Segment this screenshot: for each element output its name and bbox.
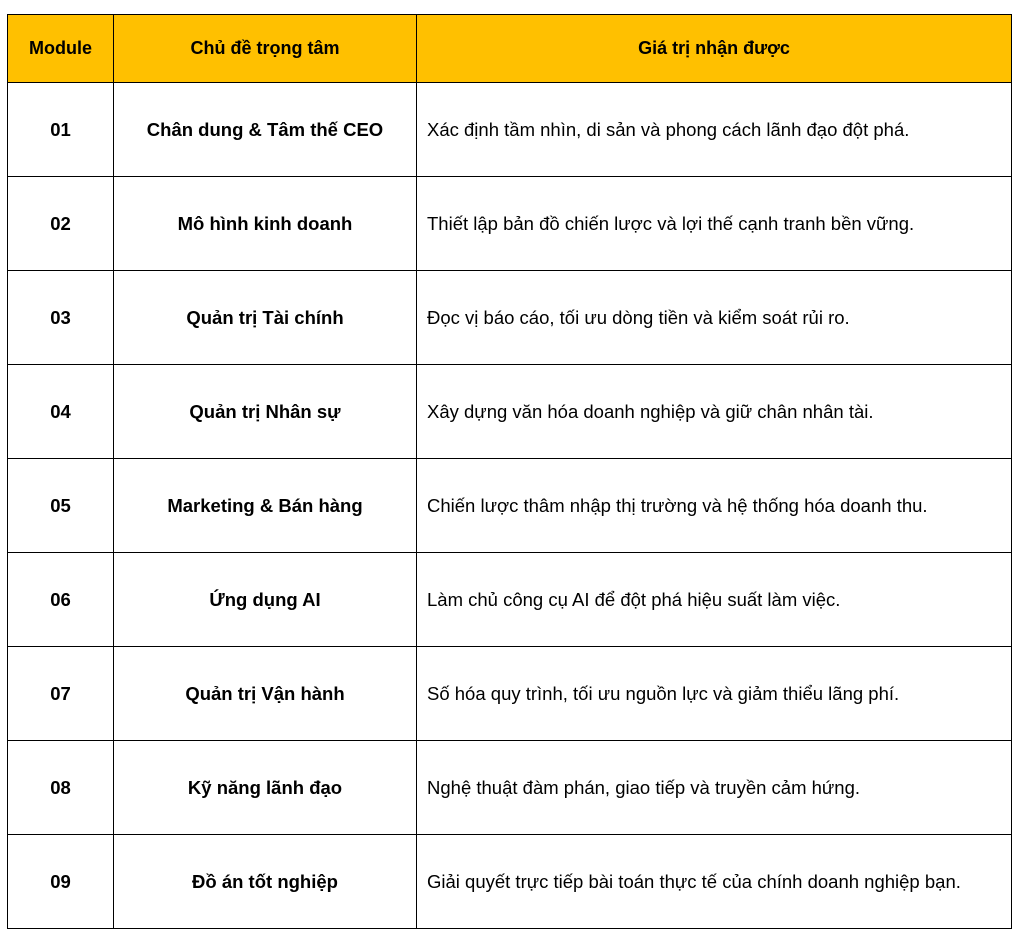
module-topic: Ứng dụng AI bbox=[114, 553, 417, 647]
module-value: Chiến lược thâm nhập thị trường và hệ thống hóa doanh thu. bbox=[417, 459, 1012, 553]
table-row bbox=[8, 177, 1012, 271]
table-header bbox=[8, 15, 1012, 83]
module-value: Làm chủ công cụ AI để đột phá hiệu suất làm việc. bbox=[417, 553, 1012, 647]
table-row bbox=[8, 365, 1012, 459]
module-number: 07 bbox=[8, 647, 114, 741]
table-row bbox=[8, 83, 1012, 177]
table-row bbox=[8, 459, 1012, 553]
module-value: Giải quyết trực tiếp bài toán thực tế của chính doanh nghiệp bạn. bbox=[417, 835, 1012, 929]
header-value: Giá trị nhận được bbox=[417, 15, 1012, 83]
module-value: Thiết lập bản đồ chiến lược và lợi thế cạnh tranh bền vững. bbox=[417, 177, 1012, 271]
module-number: 09 bbox=[8, 835, 114, 929]
module-value: Nghệ thuật đàm phán, giao tiếp và truyền cảm hứng. bbox=[417, 741, 1012, 835]
table-row bbox=[8, 741, 1012, 835]
module-topic: Đồ án tốt nghiệp bbox=[114, 835, 417, 929]
module-number: 02 bbox=[8, 177, 114, 271]
module-topic: Mô hình kinh doanh bbox=[114, 177, 417, 271]
module-number: 05 bbox=[8, 459, 114, 553]
module-value: Xác định tầm nhìn, di sản và phong cách lãnh đạo đột phá. bbox=[417, 83, 1012, 177]
module-topic: Quản trị Tài chính bbox=[114, 271, 417, 365]
header-module: Module bbox=[8, 15, 114, 83]
module-table bbox=[7, 14, 1012, 929]
header-topic: Chủ đề trọng tâm bbox=[114, 15, 417, 83]
module-value: Số hóa quy trình, tối ưu nguồn lực và giảm thiểu lãng phí. bbox=[417, 647, 1012, 741]
table-row bbox=[8, 553, 1012, 647]
module-topic: Quản trị Vận hành bbox=[114, 647, 417, 741]
module-value: Đọc vị báo cáo, tối ưu dòng tiền và kiểm soát rủi ro. bbox=[417, 271, 1012, 365]
module-number: 04 bbox=[8, 365, 114, 459]
module-number: 03 bbox=[8, 271, 114, 365]
module-topic: Marketing & Bán hàng bbox=[114, 459, 417, 553]
module-table-container bbox=[7, 14, 1012, 929]
module-topic: Chân dung & Tâm thế CEO bbox=[114, 83, 417, 177]
table-row bbox=[8, 647, 1012, 741]
table-body bbox=[8, 83, 1012, 929]
table-row bbox=[8, 271, 1012, 365]
module-topic: Quản trị Nhân sự bbox=[114, 365, 417, 459]
module-value: Xây dựng văn hóa doanh nghiệp và giữ chân nhân tài. bbox=[417, 365, 1012, 459]
module-number: 08 bbox=[8, 741, 114, 835]
module-number: 01 bbox=[8, 83, 114, 177]
table-row bbox=[8, 835, 1012, 929]
module-topic: Kỹ năng lãnh đạo bbox=[114, 741, 417, 835]
module-number: 06 bbox=[8, 553, 114, 647]
header-row bbox=[8, 15, 1012, 83]
